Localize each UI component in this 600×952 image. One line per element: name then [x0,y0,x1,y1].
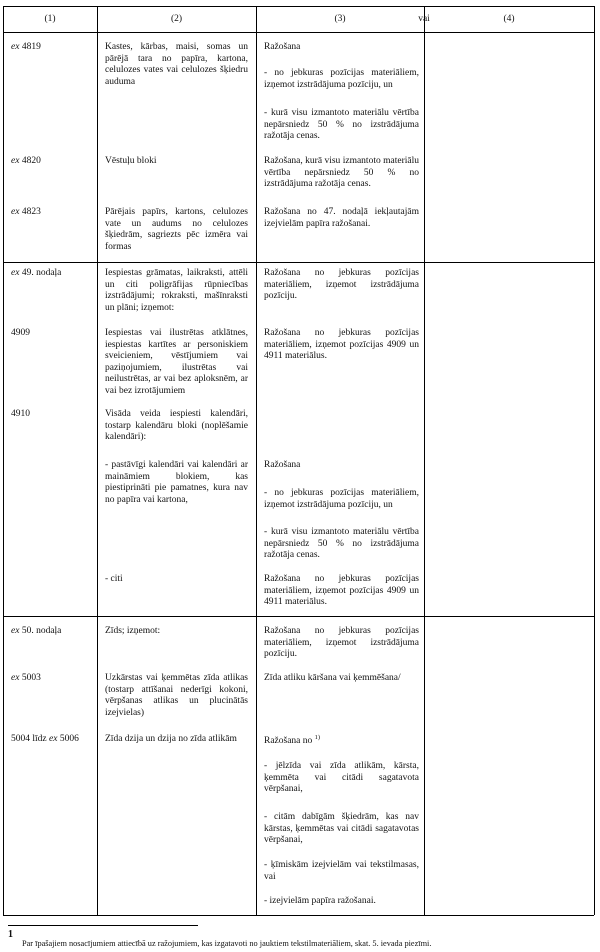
footnote-reference: 1) [314,734,321,741]
table-row-rule: Zīda atliku kāršana vai ķemmēšana/ [264,673,401,683]
table-row-code: 4910 [11,409,30,419]
table-row-rule-item: - no jebkuras pozīcijas materiāliem, izņemot izstrādājuma pozīciju, un [264,68,419,90]
footnote-number: 1 [8,929,13,940]
table-row-rule-item: - no jebkuras pozīcijas materiāliem, izņemot izstrādājuma pozīciju, un [264,488,419,510]
table-row-code: ex 4823 [11,207,41,217]
table-row-rule-intro: Ražošana [264,42,301,52]
table-row-rule-item: - citām dabīgām šķiedrām, kas nav kārstas, ķemmētas vai citādi sagatavotas vērpšanai, [264,812,419,846]
table-border-bottom [3,915,594,916]
table-col-divider-2 [256,6,257,915]
table-row-rule-item: - izejvielām papīra ražošanai. [264,896,376,906]
footnote-text: Par īpašajiem nosacījumiem attiecībā uz ražojumiem, kas izgatavoti no jauktiem tekstilmateriāliem, skat. 5. ievada piezīmi. [22,939,432,948]
header-col1: (1) [44,14,56,24]
table-row-rule: Ražošana no jebkuras pozīcijas materiāliem, izņemot izstrādājuma pozīciju. [264,268,419,302]
section-divider-50 [3,616,594,617]
table-row-code: 4909 [11,328,30,338]
table-row-description: Vēstuļu bloki [105,156,157,166]
table-row-subitem-description: - pastāvīgi kalendāri vai kalendāri ar maināmiem blokiem, kas piestiprināti pie pamatnes, kura nav no papīra vai kartona, [105,460,248,505]
table-row-code: ex 5003 [11,673,41,683]
table-row-code: ex 4820 [11,156,41,166]
table-row-subitem-description: - citi [105,574,123,584]
table-row-rule: Ražošana, kurā visu izmantoto materiālu vērtība nepārsniedz 50 % no izstrādājuma ražotāja cenas. [264,156,419,190]
table-row-description: Pārējais papīrs, kartons, celulozes vate un audums no celulozes šķiedrām, sagriezts pēc izmēra vai formas [105,207,248,252]
table-col-divider-3 [424,6,425,915]
table-row-description: Zīds; izņemot: [105,626,161,636]
table-row-rule: Ražošana no jebkuras pozīcijas materiāliem, izņemot pozīcijas 4909 un 4911 materiālus. [264,328,419,362]
header-col4: (4) [503,14,515,24]
header-col2: (2) [170,14,183,24]
table-row-rule: Ražošana no jebkuras pozīcijas materiāliem, izņemot pozīcijas 4909 un 4911 materiālus. [264,574,419,608]
table-row-rule-intro: Ražošana [264,460,301,470]
table-row-description: Uzkārstas vai ķemmētas zīda atlikas (tostarp attīšanai nederīgi kokoni, vērpšanas atlikas un plucinātās izejvielas) [105,673,248,718]
table-row-rule: Ražošana no jebkuras pozīcijas materiāliem, izņemot izstrādājuma pozīciju. [264,626,419,660]
table-row-description: Zīda dzija un dzija no zīda atlikām [105,734,237,744]
table-col-divider-1 [97,6,98,915]
section-divider-49 [3,262,594,263]
table-border-left [3,6,4,915]
table-row-code: 5004 līdz ex 5006 [11,734,79,744]
table-row-rule: Ražošana no 47. nodaļā iekļautajām izejvielām papīra ražošanai. [264,207,419,229]
table-row-rule-item: - ķīmiskām izejvielām vai tekstilmasas, vai [264,860,419,882]
table-row-code: ex 4819 [11,42,41,52]
table-row-description: Kastes, kārbas, maisi, somas un pārējā tara no papīra, kartona, celulozes vates vai celulozes šķiedru auduma [105,42,248,87]
header-divider [3,32,594,33]
table-row-code: ex 50. nodaļa [11,626,62,636]
table-row-description: Iespiestas grāmatas, laikraksti, attēli un citi poligrāfijas rūpniecības izstrādājumi; rokraksti, mašīnraksti un plāni; izņemot: [105,268,248,313]
footnote-separator [8,925,198,926]
table-row-rule-item: - jēlzīda vai zīda atlikām, kārsta, ķemmēta vai citādi sagatavota vērpšanai, [264,761,419,795]
header-vai: vai [418,14,430,24]
table-row-rule-intro: Ražošana no $^{1)}$ [264,734,321,747]
header-col3: (3) [334,14,346,24]
table-border-top [3,6,594,7]
table-row-rule-item: - kurā visu izmantoto materiālu vērtība nepārsniedz 50 % no izstrādājuma ražotāja cenas. [264,108,419,142]
table-row-description: Visāda veida iespiesti kalendāri, tostarp kalendāru bloki (noplēšamie kalendāri): [105,409,248,443]
table-border-right [594,6,595,915]
table-row-description: Iespiestas vai ilustrētas atklātnes, iespiestas kartītes ar personiskiem sveicieniem, vēstījumiem vai paziņojumiem, ilustrētas vai neilustrētas, ar vai bez aploksnēm, ar vai bez izrotājumiem [105,328,248,396]
table-row-rule-item: - kurā visu izmantoto materiālu vērtība nepārsniedz 50 % no izstrādājuma ražotāja cenas. [264,527,419,561]
table-row-code: ex 49. nodaļa [11,268,62,278]
